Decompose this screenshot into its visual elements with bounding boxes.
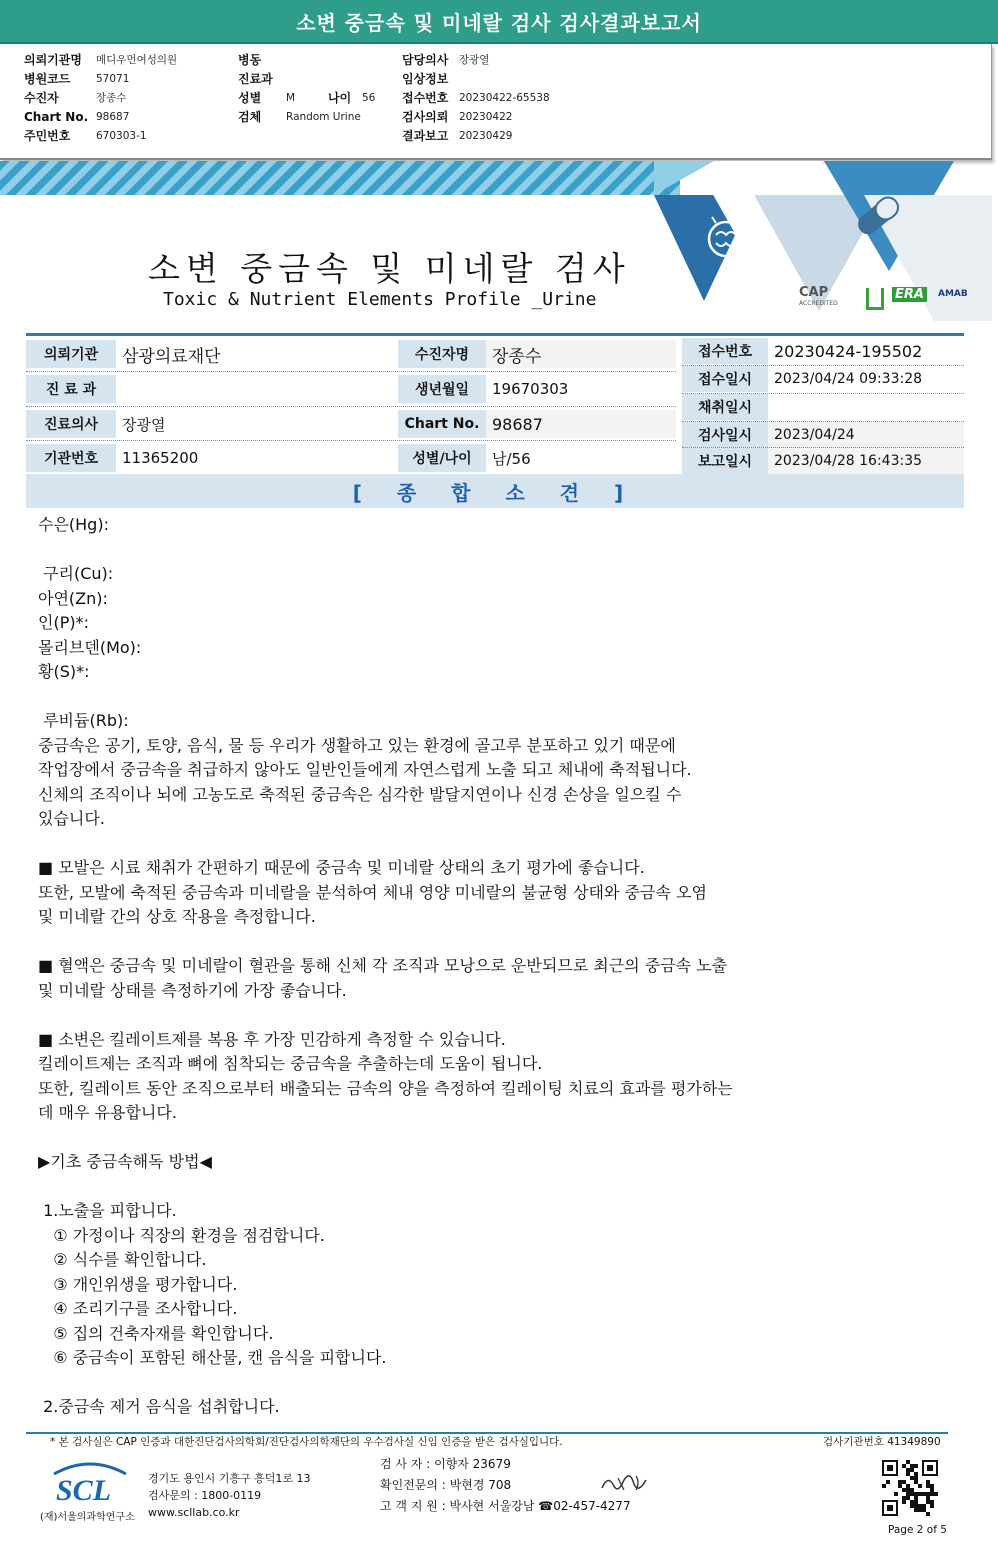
lab-address [148, 1470, 311, 1521]
header-value: M [286, 91, 296, 104]
header-col-2 [238, 50, 375, 126]
row-divider [682, 421, 964, 422]
report-title: 소변 중금속 및 미네랄 검사 검사결과보고서 [296, 10, 702, 35]
opinion-line: ■ 모발은 시료 채취가 간편하기 때문에 중금속 및 미네랄 상태의 초기 평가에 좋습니다. [38, 858, 645, 877]
cap-logo-sub: ACCREDITED [799, 300, 838, 307]
header-label: 담당의사 [402, 53, 449, 67]
collect-label: 채취일시 [682, 394, 768, 420]
header-label: 결과보고 [402, 129, 449, 143]
era-logo: ERA [892, 287, 927, 302]
patient-label: 수진자명 [398, 340, 486, 368]
lm-logo-icon [866, 288, 884, 310]
header-value: 장종수 [96, 92, 127, 104]
dept-label: 진 료 과 [26, 375, 116, 403]
opinion-line [38, 930, 938, 955]
opinion-line: 및 미네랄 상태를 측정하기에 가장 좋습니다. [38, 980, 347, 1000]
banner-subtitle: Toxic & Nutrient Elements Profile _Urine [163, 289, 597, 310]
address-line: 경기도 용인시 기흥구 흥덕1로 13 [148, 1472, 311, 1485]
opinion-line: 몰리브덴(Mo): [38, 637, 142, 657]
header-label: 검체 [238, 110, 262, 124]
inst-no-label: 기관번호 [26, 444, 116, 472]
header-label: 병동 [238, 53, 262, 67]
opinion-line: 작업장에서 중금속을 취급하지 않아도 일반인들에게 자연스럽게 노출 되고 체내에 축적됩니다. [38, 760, 692, 779]
receipt-no-value: 20230424-195502 [774, 341, 923, 361]
opinion-line: 1.노출을 피합니다. [38, 1201, 177, 1220]
opinion-line: ▶기초 중금속해독 방법◀ [38, 1152, 212, 1171]
opinion-line: ⑤ 집의 건축자재를 확인합니다. [38, 1323, 274, 1343]
opinion-line: 루비듐(Rb): [38, 711, 129, 730]
receipt-time-value: 2023/04/24 09:33:28 [774, 371, 923, 387]
opinion-line: 있습니다. [38, 809, 105, 828]
qr-code-icon[interactable] [882, 1460, 938, 1516]
opinion-line [38, 832, 938, 857]
opinion-line: 2.중금속 제거 음식을 섭취합니다. [38, 1397, 280, 1416]
opinion-line: ■ 혈액은 중금속 및 미네랄이 혈관을 통해 신체 각 조직과 모낭으로 운반되므로 최근의 중금속 노출 [38, 956, 728, 975]
support-line: 고 객 지 원 : 박사현 서울강남 ☎02-457-4277 [380, 1499, 631, 1513]
header-label: 검사의뢰 [402, 110, 449, 124]
banner-graphic [654, 161, 992, 321]
website-line[interactable]: www.scllab.co.kr [148, 1506, 240, 1519]
header-value: Random Urine [286, 110, 361, 123]
opinion-line: 중금속은 공기, 토양, 음식, 물 등 우리가 생활하고 있는 환경에 골고루 분포하고 있기 때문에 [38, 735, 676, 755]
scl-logo-text: SCL [56, 1474, 112, 1504]
lab-name: (재)서울의과학연구소 [40, 1512, 135, 1523]
inst-code: 검사기관번호 41349890 [823, 1436, 941, 1448]
specialist-line: 확인전문의 : 박현경 708 [380, 1478, 512, 1492]
opinion-line: 및 미네랄 간의 상호 작용을 측정합니다. [38, 907, 316, 926]
scl-logo [50, 1460, 130, 1504]
opinion-line: 또한, 킬레이트 동안 조직으로부터 배출되는 금속의 양을 측정하여 킬레이팅 치료의 효과를 평가하는 [38, 1078, 733, 1098]
chart-no-label: Chart No. [398, 410, 486, 438]
opinion-line: ① 가정이나 직장의 환경을 점검합니다. [38, 1225, 325, 1245]
cap-logo-text: CAP [799, 285, 829, 300]
doctor-value: 장광열 [122, 415, 166, 434]
opinion-line [38, 1126, 938, 1151]
header-value: 56 [362, 91, 376, 104]
header-label: 접수번호 [402, 91, 449, 105]
institution-label: 의뢰기관 [26, 340, 116, 368]
opinion-line: ② 식수를 확인합니다. [38, 1250, 207, 1269]
opinion-line: 신체의 조직이나 뇌에 고농도로 축적된 중금속은 심각한 발달지연이나 신경 손상을 일으킬 수 [38, 784, 682, 804]
institution-value: 삼광의료재단 [122, 346, 221, 367]
header-label: 주민번호 [24, 129, 71, 143]
doctor-label: 진료의사 [26, 410, 116, 438]
header-label: 병원코드 [24, 72, 71, 86]
header-value: 메디우먼여성의원 [96, 54, 178, 66]
header-value: 98687 [96, 110, 130, 123]
amab-logo: AMAB [938, 289, 968, 299]
header-label: 나이 [328, 91, 352, 105]
birth-label: 생년월일 [398, 375, 486, 403]
test-date-value: 2023/04/24 [768, 422, 964, 448]
report-date-value: 2023/04/28 16:43:35 [768, 448, 964, 474]
opinion-line: 킬레이트제는 조직과 뼈에 침착되는 중금속을 추출하는데 도움이 됩니다. [38, 1054, 543, 1073]
opinion-line [38, 538, 938, 563]
report-title-bar [0, 0, 998, 44]
row-divider [682, 447, 964, 448]
patient-value: 장종수 [486, 340, 676, 368]
header-col-1 [24, 50, 177, 145]
sex-age-label: 성별/나이 [398, 444, 486, 472]
certification-note: * 본 검사실은 CAP 인증과 대한진단검사의학회/진단검사의학재단의 우수검사실 신임 인증을 받은 검사실입니다. [50, 1436, 563, 1448]
sex-age-value: 남/56 [492, 449, 531, 468]
tester-line: 검 사 자 : 이향자 23679 [380, 1457, 511, 1471]
row-divider [26, 406, 676, 407]
header-label: Chart No. [24, 109, 89, 124]
dept-value [116, 375, 396, 403]
header-value: 20230422 [459, 110, 513, 123]
opinion-line: 황(S)*: [38, 662, 90, 681]
banner-divider [26, 333, 964, 336]
header-label: 의뢰기관명 [24, 53, 82, 67]
opinion-line [38, 1371, 938, 1396]
opinion-line: 구리(Cu): [38, 564, 114, 583]
opinion-line [38, 685, 938, 710]
patient-info-table [26, 338, 964, 474]
header-label: 수진자 [24, 91, 59, 105]
header-label: 임상정보 [402, 72, 449, 86]
signature-icon [598, 1470, 654, 1496]
opinion-line: 데 매우 유용합니다. [38, 1103, 177, 1122]
banner-title: 소변 중금속 및 미네랄 검사 [148, 249, 631, 288]
opinion-line: ■ 소변은 킬레이트제를 복용 후 가장 민감하게 측정할 수 있습니다. [38, 1029, 506, 1049]
receipt-time-label: 접수일시 [682, 366, 768, 392]
opinion-line: 아연(Zn): [38, 588, 108, 608]
row-divider [682, 365, 964, 366]
opinion-line [38, 1003, 938, 1028]
header-label: 성별 [238, 91, 262, 105]
header-value: 20230429 [459, 129, 513, 142]
header-col-3 [402, 50, 550, 145]
header-value: 670303-1 [96, 129, 147, 142]
banner-stripe [0, 161, 680, 195]
chart-no-value: 98687 [486, 410, 676, 438]
header-label: 진료과 [238, 72, 273, 86]
birth-value: 19670303 [492, 380, 569, 398]
contact-line: 검사문의 : 1800-0119 [148, 1489, 262, 1502]
page-number: Page 2 of 5 [888, 1524, 947, 1536]
opinion-line: 수은(Hg): [38, 515, 109, 534]
header-info [0, 44, 992, 160]
opinion-line: ④ 조리기구를 조사합니다. [38, 1299, 238, 1318]
opinion-header: [ 종 합 소 견 ] [26, 474, 964, 508]
header-value: 20230422-65538 [459, 91, 550, 104]
row-divider [26, 371, 676, 372]
row-divider [26, 440, 676, 441]
test-date-label: 검사일시 [682, 422, 768, 448]
opinion-body [38, 513, 938, 1420]
opinion-line: 또한, 모발에 축적된 중금속과 미네랄을 분석하여 체내 영양 미네랄의 불균형 상태와 중금속 오염 [38, 882, 707, 902]
header-value: 장광열 [459, 54, 490, 66]
row-divider [682, 393, 964, 394]
opinion-line [38, 1175, 938, 1200]
receipt-no-label: 접수번호 [682, 338, 768, 364]
opinion-line: ③ 개인위생을 평가합니다. [38, 1274, 238, 1294]
header-value: 57071 [96, 72, 130, 85]
scl-logo-mark [50, 1460, 130, 1504]
inst-no-value: 11365200 [122, 449, 199, 467]
collect-value [768, 394, 964, 420]
opinion-line: 인(P)*: [38, 613, 89, 632]
cap-logo [799, 285, 838, 307]
report-date-label: 보고일시 [682, 448, 768, 474]
staff-info [380, 1454, 631, 1517]
opinion-line: ⑥ 중금속이 포함된 해산물, 캔 음식을 피합니다. [38, 1348, 387, 1367]
